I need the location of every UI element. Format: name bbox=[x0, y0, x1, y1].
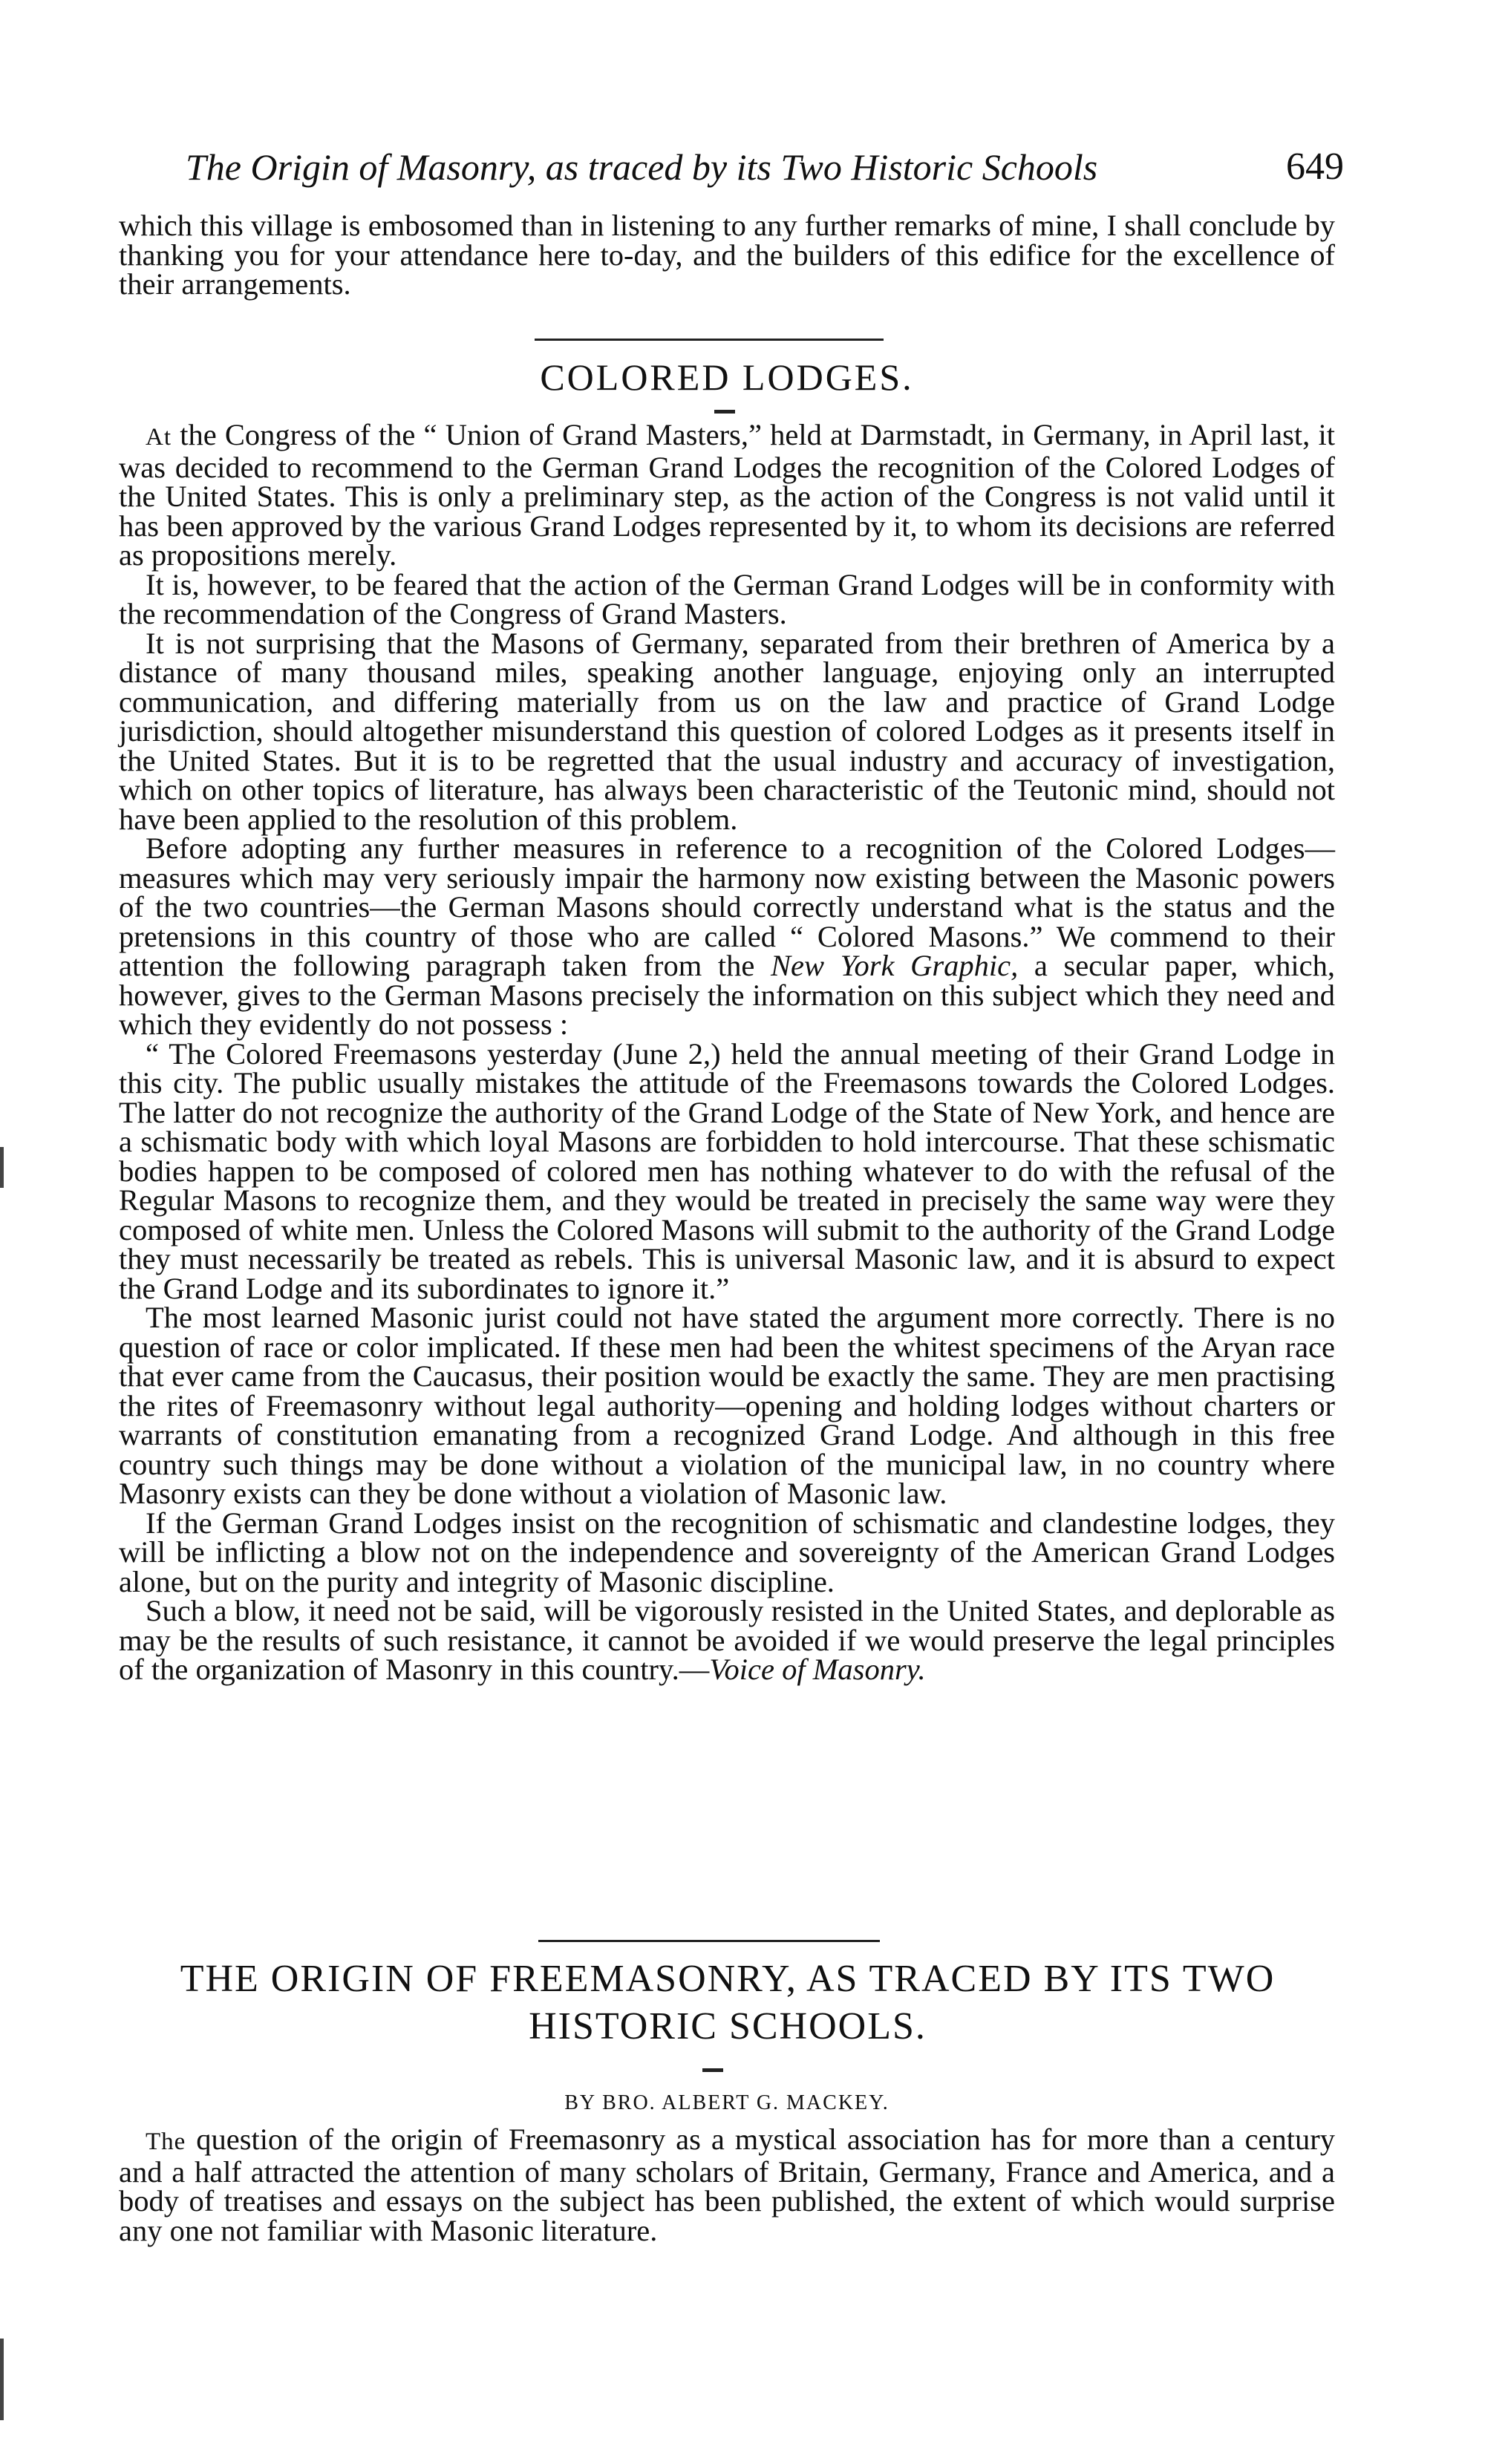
running-head-title: The Origin of Masonry, as traced by its Two Historic Schools bbox=[186, 146, 1098, 188]
author-byline: BY BRO. ALBERT G. MACKEY. bbox=[564, 2091, 890, 2114]
origin-article bbox=[119, 2122, 1335, 2247]
page-number: 649 bbox=[1286, 146, 1344, 188]
article-paragraph: It is, however, to be feared that the action of the German Grand Lodges will be in conformity with the recommendation of the Congress of Grand Masters. bbox=[119, 567, 1335, 630]
newspaper-title: New York Graphic, bbox=[771, 949, 1019, 982]
title-dash bbox=[702, 2068, 723, 2072]
paragraph-initial: The bbox=[146, 2128, 186, 2155]
running-head bbox=[186, 141, 1344, 193]
colored-lodges-article bbox=[119, 420, 1335, 1684]
section-title-colored-lodges: COLORED LODGES. bbox=[540, 356, 914, 398]
section-title-origin-of-freemasonry: THE ORIGIN OF FREEMASONRY, AS TRACED BY ITS TWO HISTORIC SCHOOLS. bbox=[180, 1958, 1276, 2048]
section-divider-rule bbox=[535, 339, 884, 341]
article-paragraph: It is not surprising that the Masons of Germany, separated from their brethren of America by a distance of many thousand miles, speaking another language, enjoying only an interrupted communication, and differing materially from us on the law and practice of Grand Lodge jurisdiction, should altogether misunderstand this question of colored Lodges as it presents itself in the United States. But it is to be regretted that the usual industry and accuracy of investigation, which on other topics of literature, has always been characteristic of the Teutonic mind, should not have been applied to the resolution of this problem. bbox=[119, 626, 1335, 836]
paragraph-initial: At bbox=[146, 424, 172, 451]
section-divider-rule bbox=[538, 1940, 880, 1942]
quoted-paragraph: “ The Colored Freemasons yesterday (June 2,) held the annual meeting of their Grand Lodge in this city. The public usually mistakes the attitude of the Freemasons towards the Colored Lodges. The latter do not recognize the authority of the Grand Lodge of the State of New York, and hence are a schismatic body with which loyal Masons are forbidden to hold intercourse. That these schismatic bodies happen to be composed of colored men has nothing whatever to do with the refusal of the Regular Masons to recognize them, and they would be treated in precisely the same way were they composed of white men. Unless the Colored Masons will submit to the authority of the Grand Lodge they must necessarily be treated as rebels. This is universal Masonic law, and it is absurd to expect the Grand Lodge and its subordinates to ignore it.” bbox=[119, 1036, 1335, 1305]
left-margin-mark bbox=[0, 2339, 4, 2420]
source-citation: Voice of Masonry. bbox=[709, 1653, 926, 1686]
article-paragraph: The most learned Masonic jurist could not have stated the argument more correctly. There is no question of race or color implicated. If these men had been the whitest specimens of the Aryan race that ever came from the Caucasus, their position would be exactly the same. They are men practising the rites of Freemasonry without legal authority—opening and holding lodges without charters or warrants of constitution emanating from a recognized Grand Lodge. And although in this free country such things may be done without a violation of the municipal law, in no country where Masonry exists can they be done without a violation of Masonic law. bbox=[119, 1301, 1335, 1510]
article-paragraph: The question of the origin of Freemasonry as a mystical association has for more than a century and a half attracted the attention of many scholars of Britain, Germany, France and America, and a body of treatises and essays on the subject has been published, the extent of which would surprise any one not familiar with Masonic literature. bbox=[119, 2122, 1335, 2247]
left-margin-mark bbox=[0, 1147, 4, 1188]
continuation-paragraph: which this village is embosomed than in listening to any further remarks of mine, I shall conclude by thanking you for your attendance here to-day, and the builders of this edifice for the excellence of their arrangements. bbox=[119, 209, 1335, 301]
article-paragraph: Before adopting any further measures in reference to a recognition of the Colored Lodges—measures which may very seriously impair the harmony now existing between the Masonic powers of the two countries—the German Masons should correctly understand what is the status and the pretensions in this country of those who are called “ Colored Masons.” We commend to their attention the following paragraph taken from the New York Graphic, a secular paper, which, however, gives to the German Masons precisely the information on this subject which they need and which they evidently do not possess : bbox=[119, 831, 1335, 1041]
article-paragraph: At the Congress of the “ Union of Grand Masters,” held at Darmstadt, in Germany, in April last, it was decided to recommend to the German Grand Lodges the recognition of the Colored Lodges of the United States. This is only a preliminary step, as the action of the Congress is not valid until it has been approved by the various Grand Lodges represented by it, to whom its decisions are referred as propositions merely. bbox=[119, 418, 1335, 572]
continuation-block bbox=[119, 211, 1335, 299]
article-paragraph: If the German Grand Lodges insist on the recognition of schismatic and clandestine lodges, they will be inflicting a blow not on the independence and sovereignty of the American Grand Lodges alone, but on the purity and integrity of Masonic discipline. bbox=[119, 1506, 1335, 1598]
article-paragraph: Such a blow, it need not be said, will be vigorously resisted in the United States, and deplorable as may be the results of such resistance, it cannot be avoided if we would preserve the legal principles of the organization of Masonry in this country.—Voice of Masonry. bbox=[119, 1594, 1335, 1686]
title-dash bbox=[714, 410, 735, 414]
